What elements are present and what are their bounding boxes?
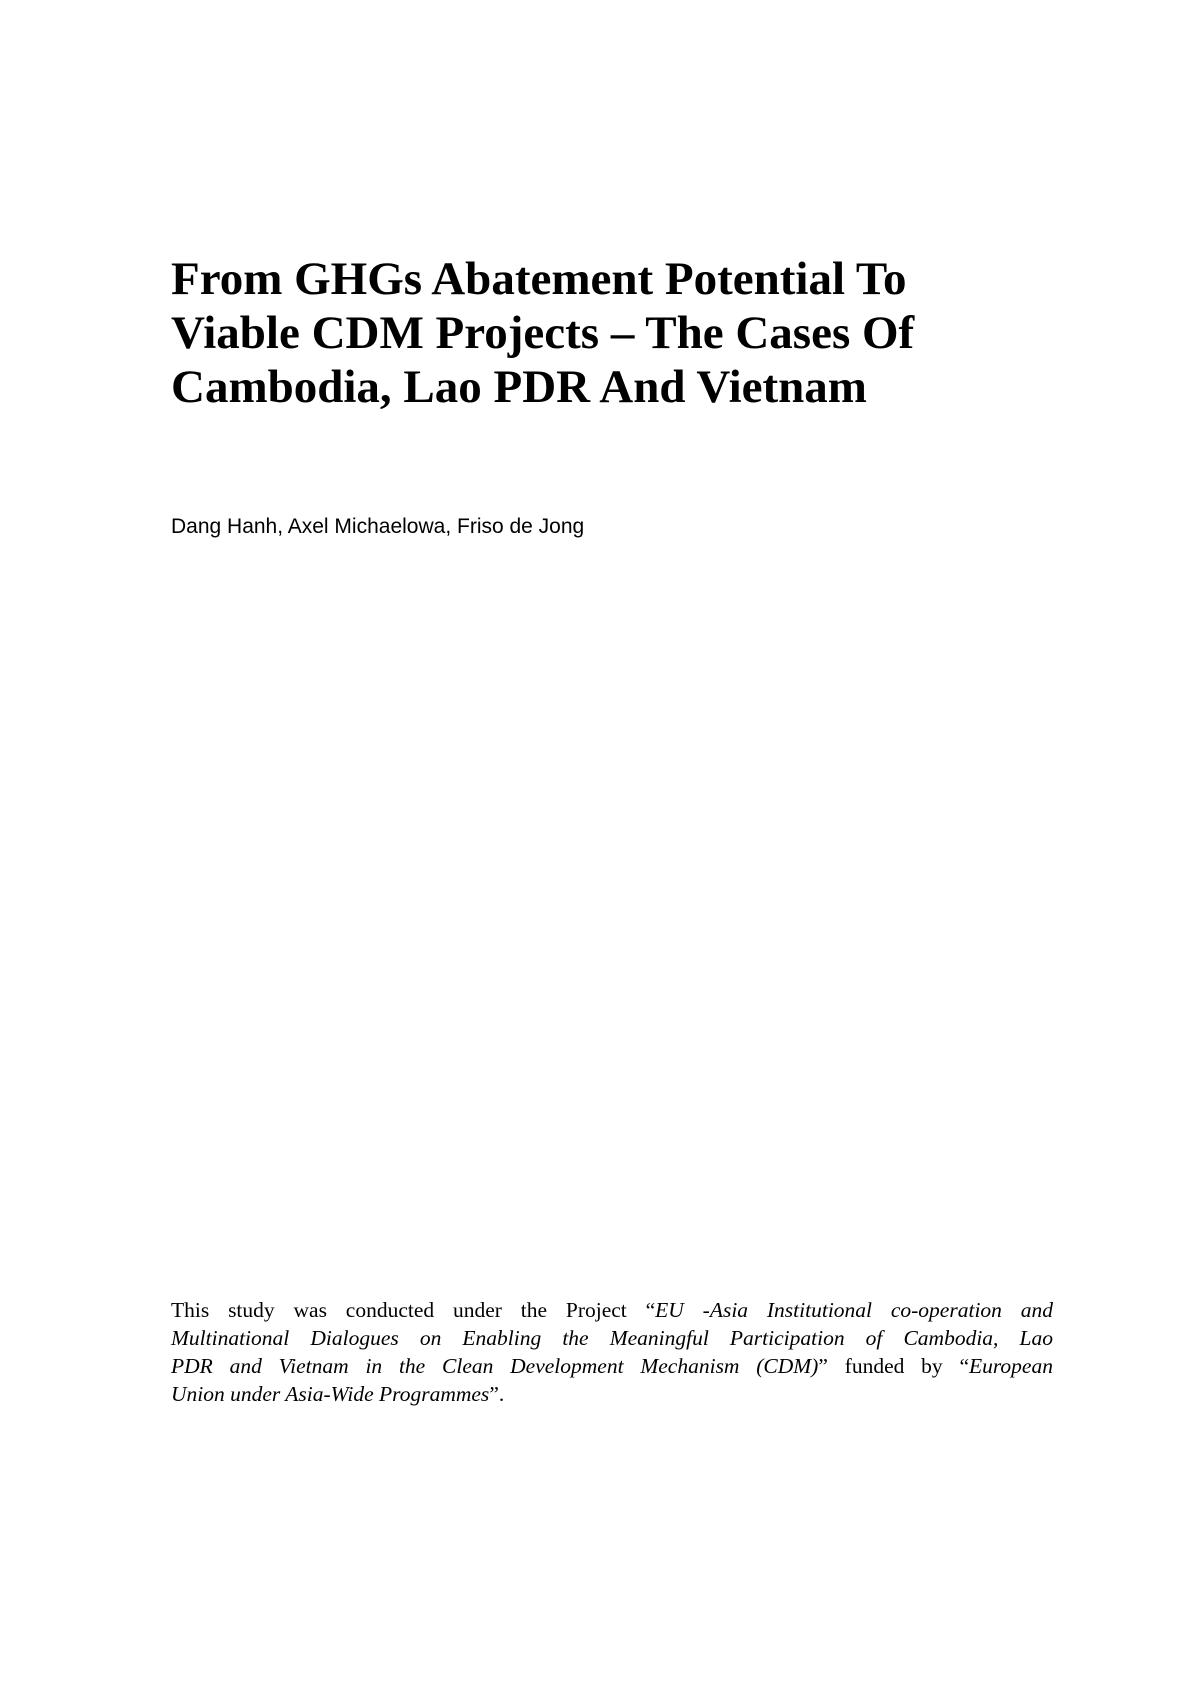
funding-note-line-1 xyxy=(171,1296,1053,1324)
funding-note-text: ”. xyxy=(489,1382,505,1406)
funding-note-line-3 xyxy=(171,1352,1053,1380)
project-name-text: PDR and Vietnam in the Clean Development Mechanism (CDM) xyxy=(171,1354,819,1378)
document-title xyxy=(171,252,1071,414)
funding-note-line-2: Multinational Dialogues on Enabling the Meaningful Participation of Cambodia, Lao xyxy=(171,1326,1053,1350)
author-list: Dang Hanh, Axel Michaelowa, Friso de Jong xyxy=(171,515,585,538)
programme-name-text: Union under Asia-Wide Programmes xyxy=(171,1382,490,1406)
funding-note-line-4 xyxy=(171,1380,1053,1408)
funding-note-text: This study was conducted under the Project “ xyxy=(171,1298,656,1322)
title-line-3: Cambodia, Lao PDR And Vietnam xyxy=(171,361,867,413)
project-name-text: EU -Asia Institutional co-operation and xyxy=(655,1298,1054,1322)
title-line-1: From GHGs Abatement Potential To xyxy=(171,253,907,305)
funding-note xyxy=(171,1296,1053,1408)
funding-note-text: ” funded by “ xyxy=(818,1354,969,1378)
title-line-2: Viable CDM Projects – The Cases Of xyxy=(171,307,915,359)
programme-name-text: European xyxy=(968,1354,1053,1378)
